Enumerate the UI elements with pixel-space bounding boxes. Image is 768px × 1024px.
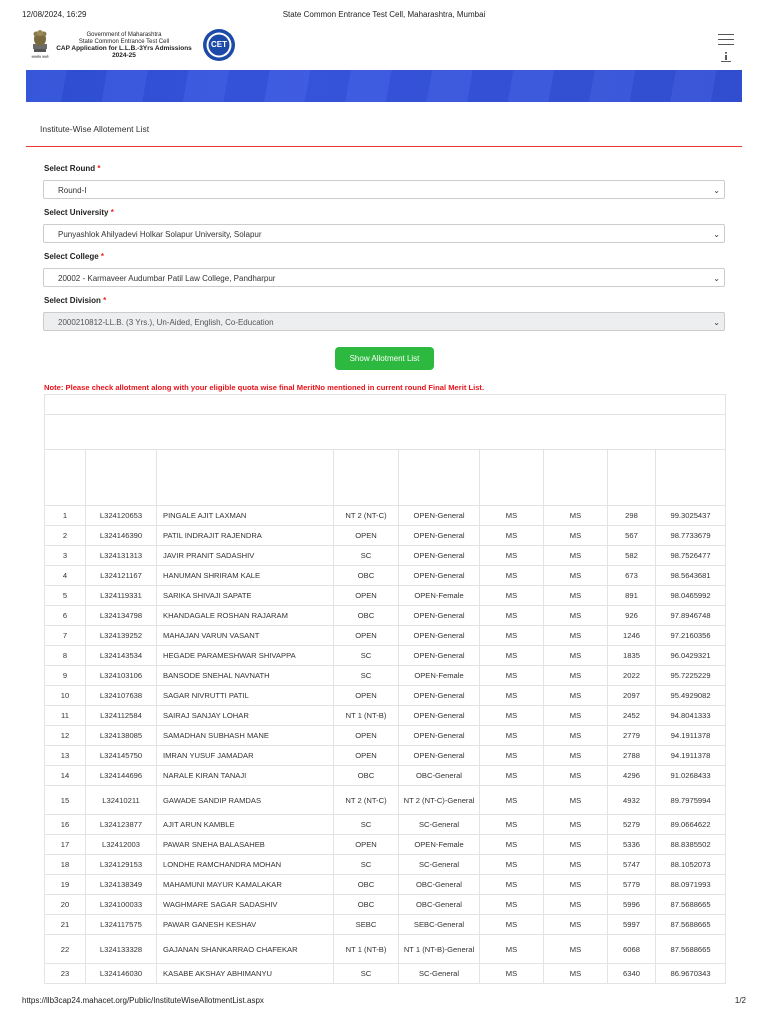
candidate-name-cell: LONDHE RAMCHANDRA MOHAN: [157, 855, 334, 875]
score-cell: 88.1052073: [656, 855, 726, 875]
candidate-name-cell: GAJANAN SHANKARRAO CHAFEKAR: [157, 935, 334, 964]
candidate-name-cell: SAMADHAN SUBHASH MANE: [157, 726, 334, 746]
table-row: [45, 626, 726, 646]
merit-number-cell: 2779: [608, 726, 656, 746]
print-datetime: 12/08/2024, 16:29: [22, 10, 87, 19]
serial-cell: 14: [45, 766, 86, 786]
round-label: Select Round *: [44, 164, 101, 173]
seat-type-cell: NT 2 (NT-C)-General: [399, 786, 480, 815]
home-university-cell: MS: [544, 766, 608, 786]
table-row: [45, 586, 726, 606]
category-cell: SC: [334, 815, 399, 835]
score-cell: 94.8041333: [656, 706, 726, 726]
serial-cell: 21: [45, 915, 86, 935]
category-cell: OBC: [334, 766, 399, 786]
candidature-cell: MS: [480, 706, 544, 726]
seat-type-cell: OPEN-Female: [399, 666, 480, 686]
home-university-cell: MS: [544, 964, 608, 984]
table-row: [45, 666, 726, 686]
application-id-cell: L324117575: [86, 915, 157, 935]
table-row: [45, 915, 726, 935]
score-cell: 97.2160356: [656, 626, 726, 646]
seat-type-cell: SC-General: [399, 964, 480, 984]
table-row: [45, 526, 726, 546]
serial-cell: 4: [45, 566, 86, 586]
application-id-cell: L324138349: [86, 875, 157, 895]
home-university-cell: MS: [544, 686, 608, 706]
table-row: [45, 566, 726, 586]
emblem-caption: सत्यमेव जयते: [31, 55, 49, 59]
table-row: [45, 726, 726, 746]
candidature-cell: MS: [480, 835, 544, 855]
category-cell: OBC: [334, 895, 399, 915]
candidate-name-cell: SAIRAJ SANJAY LOHAR: [157, 706, 334, 726]
candidature-cell: MS: [480, 546, 544, 566]
college-label: Select College *: [44, 252, 105, 261]
serial-cell: 2: [45, 526, 86, 546]
serial-cell: 16: [45, 815, 86, 835]
print-page-number: 1/2: [734, 996, 746, 1005]
category-cell: OBC: [334, 875, 399, 895]
application-id-cell: L324100033: [86, 895, 157, 915]
merit-number-cell: 2788: [608, 746, 656, 766]
candidature-cell: MS: [480, 815, 544, 835]
application-id-cell: L324131313: [86, 546, 157, 566]
home-university-cell: MS: [544, 626, 608, 646]
serial-cell: 18: [45, 855, 86, 875]
application-id-cell: L324144696: [86, 766, 157, 786]
table-row: [45, 506, 726, 526]
score-cell: 98.0465992: [656, 586, 726, 606]
candidate-name-cell: PAWAR GANESH KESHAV: [157, 915, 334, 935]
university-select[interactable]: Punyashlok Ahilyadevi Holkar Solapur University, Solapur ⌄: [43, 224, 725, 243]
merit-number-cell: 298: [608, 506, 656, 526]
cet-logo-icon: [202, 28, 236, 62]
home-university-cell: MS: [544, 586, 608, 606]
candidate-name-cell: KHANDAGALE ROSHAN RAJARAM: [157, 606, 334, 626]
candidature-cell: MS: [480, 626, 544, 646]
serial-cell: 20: [45, 895, 86, 915]
score-cell: 98.5643681: [656, 566, 726, 586]
home-university-cell: MS: [544, 815, 608, 835]
candidature-cell: MS: [480, 506, 544, 526]
home-university-cell: MS: [544, 895, 608, 915]
score-cell: 88.0971993: [656, 875, 726, 895]
candidate-name-cell: MAHAJAN VARUN VASANT: [157, 626, 334, 646]
merit-number-cell: 6340: [608, 964, 656, 984]
category-cell: OPEN: [334, 626, 399, 646]
score-cell: 94.1911378: [656, 746, 726, 766]
page-title: Institute-Wise Allotement List: [40, 124, 150, 134]
application-id-cell: L32412003: [86, 835, 157, 855]
score-cell: 99.3025437: [656, 506, 726, 526]
merit-number-cell: 6068: [608, 935, 656, 964]
application-id-cell: L324121167: [86, 566, 157, 586]
candidature-cell: MS: [480, 766, 544, 786]
score-cell: 95.4929082: [656, 686, 726, 706]
candidature-cell: MS: [480, 566, 544, 586]
merit-number-cell: 891: [608, 586, 656, 606]
seat-type-cell: OPEN-General: [399, 726, 480, 746]
serial-cell: 23: [45, 964, 86, 984]
merit-note: Note: Please check allotment along with your eligible quota wise final MeritNo mentioned in current round Final Merit List.: [44, 383, 485, 392]
application-id-cell: L324145750: [86, 746, 157, 766]
chevron-down-icon: ⌄: [713, 318, 720, 327]
chevron-down-icon: ⌄: [713, 274, 720, 283]
hero-banner: [26, 70, 742, 102]
cet-logo-text: CET: [211, 40, 227, 49]
chevron-down-icon: ⌄: [713, 186, 720, 195]
site-header: [26, 26, 742, 70]
application-id-cell: L324129153: [86, 855, 157, 875]
category-cell: OBC: [334, 606, 399, 626]
title-line-3: CAP Application for L.L.B.-3Yrs Admissions: [56, 45, 192, 52]
application-id-cell: L324139252: [86, 626, 157, 646]
application-id-cell: L324107638: [86, 686, 157, 706]
serial-cell: 5: [45, 586, 86, 606]
table-row: [45, 895, 726, 915]
score-cell: 86.9670343: [656, 964, 726, 984]
seat-type-cell: OPEN-General: [399, 706, 480, 726]
merit-number-cell: 5747: [608, 855, 656, 875]
score-cell: 95.7225229: [656, 666, 726, 686]
table-row: [45, 706, 726, 726]
table-row: [45, 686, 726, 706]
score-cell: 98.7526477: [656, 546, 726, 566]
seat-type-cell: SEBC-General: [399, 915, 480, 935]
seat-type-cell: OPEN-General: [399, 686, 480, 706]
category-cell: SC: [334, 646, 399, 666]
candidature-cell: MS: [480, 855, 544, 875]
candidature-cell: MS: [480, 646, 544, 666]
application-id-cell: L324138085: [86, 726, 157, 746]
category-cell: OPEN: [334, 835, 399, 855]
score-cell: 98.7733679: [656, 526, 726, 546]
score-cell: 87.5688665: [656, 935, 726, 964]
table-row: [45, 546, 726, 566]
candidate-name-cell: JAVIR PRANIT SADASHIV: [157, 546, 334, 566]
category-cell: SEBC: [334, 915, 399, 935]
merit-number-cell: 1835: [608, 646, 656, 666]
application-id-cell: L32410211: [86, 786, 157, 815]
home-university-cell: MS: [544, 746, 608, 766]
table-header-row: [45, 395, 726, 415]
table-row: [45, 835, 726, 855]
seat-type-cell: OPEN-General: [399, 506, 480, 526]
serial-cell: 10: [45, 686, 86, 706]
score-cell: 87.5688665: [656, 915, 726, 935]
merit-number-cell: 4932: [608, 786, 656, 815]
serial-cell: 3: [45, 546, 86, 566]
serial-cell: 8: [45, 646, 86, 666]
merit-number-cell: 4296: [608, 766, 656, 786]
title-line-1: Government of Maharashtra: [86, 32, 162, 38]
score-cell: 87.5688665: [656, 895, 726, 915]
merit-number-cell: 5779: [608, 875, 656, 895]
category-cell: SC: [334, 855, 399, 875]
serial-cell: 15: [45, 786, 86, 815]
category-cell: NT 1 (NT-B): [334, 935, 399, 964]
candidature-cell: MS: [480, 915, 544, 935]
candidate-name-cell: GAWADE SANDIP RAMDAS: [157, 786, 334, 815]
seat-type-cell: OBC-General: [399, 766, 480, 786]
table-row: [45, 875, 726, 895]
candidate-name-cell: NARALE KIRAN TANAJI: [157, 766, 334, 786]
seat-type-cell: OPEN-General: [399, 566, 480, 586]
application-id-cell: L324134798: [86, 606, 157, 626]
category-cell: NT 2 (NT-C): [334, 506, 399, 526]
seat-type-cell: OPEN-Female: [399, 835, 480, 855]
college-select[interactable]: 20002 - Karmaveer Audumbar Patil Law College, Pandharpur ⌄: [43, 268, 725, 287]
seat-type-cell: OPEN-General: [399, 526, 480, 546]
home-university-cell: MS: [544, 526, 608, 546]
show-allotment-button[interactable]: Show Allotment List: [335, 347, 434, 370]
print-footer: [22, 996, 746, 1010]
seat-type-cell: OPEN-General: [399, 606, 480, 626]
home-university-cell: MS: [544, 506, 608, 526]
serial-cell: 1: [45, 506, 86, 526]
application-id-cell: L324112584: [86, 706, 157, 726]
candidate-name-cell: BANSODE SNEHAL NAVNATH: [157, 666, 334, 686]
seat-type-cell: OPEN-General: [399, 746, 480, 766]
serial-cell: 12: [45, 726, 86, 746]
score-cell: 89.0664622: [656, 815, 726, 835]
table-column-header-row: [45, 450, 726, 506]
title-divider: [26, 146, 742, 147]
info-icon[interactable]: [720, 52, 732, 62]
merit-number-cell: 5279: [608, 815, 656, 835]
score-cell: 96.0429321: [656, 646, 726, 666]
seat-type-cell: OPEN-General: [399, 646, 480, 666]
category-cell: SC: [334, 964, 399, 984]
table-row: [45, 786, 726, 815]
merit-number-cell: 673: [608, 566, 656, 586]
home-university-cell: MS: [544, 855, 608, 875]
score-cell: 89.7975994: [656, 786, 726, 815]
print-url: https://llb3cap24.mahacet.org/Public/InstituteWiseAllotmentList.aspx: [22, 996, 264, 1005]
site-title: [54, 32, 194, 59]
category-cell: OPEN: [334, 526, 399, 546]
university-label: Select University *: [44, 208, 114, 217]
candidate-name-cell: IMRAN YUSUF JAMADAR: [157, 746, 334, 766]
candidature-cell: MS: [480, 666, 544, 686]
seat-type-cell: SC-General: [399, 855, 480, 875]
category-cell: NT 1 (NT-B): [334, 706, 399, 726]
merit-number-cell: 926: [608, 606, 656, 626]
home-university-cell: MS: [544, 726, 608, 746]
seat-type-cell: OPEN-General: [399, 546, 480, 566]
application-id-cell: L324143534: [86, 646, 157, 666]
category-cell: NT 2 (NT-C): [334, 786, 399, 815]
merit-number-cell: 2452: [608, 706, 656, 726]
candidate-name-cell: HEGADE PARAMESHWAR SHIVAPPA: [157, 646, 334, 666]
candidature-cell: MS: [480, 895, 544, 915]
seat-type-cell: OBC-General: [399, 875, 480, 895]
state-emblem-icon: [29, 28, 51, 60]
category-cell: SC: [334, 666, 399, 686]
table-header-row: [45, 415, 726, 450]
home-university-cell: MS: [544, 606, 608, 626]
score-cell: 97.8946748: [656, 606, 726, 626]
candidate-name-cell: AJIT ARUN KAMBLE: [157, 815, 334, 835]
category-cell: OPEN: [334, 586, 399, 606]
table-row: [45, 855, 726, 875]
merit-number-cell: 582: [608, 546, 656, 566]
candidature-cell: MS: [480, 964, 544, 984]
serial-cell: 19: [45, 875, 86, 895]
candidate-name-cell: SARIKA SHIVAJI SAPATE: [157, 586, 334, 606]
seat-type-cell: OPEN-General: [399, 626, 480, 646]
score-cell: 94.1911378: [656, 726, 726, 746]
merit-number-cell: 2097: [608, 686, 656, 706]
table-row: [45, 746, 726, 766]
candidature-cell: MS: [480, 586, 544, 606]
application-id-cell: L324103106: [86, 666, 157, 686]
merit-number-cell: 2022: [608, 666, 656, 686]
chevron-down-icon: ⌄: [713, 230, 720, 239]
print-header: [22, 10, 746, 24]
home-university-cell: MS: [544, 706, 608, 726]
category-cell: OPEN: [334, 746, 399, 766]
table-row: [45, 606, 726, 626]
seat-type-cell: OPEN-Female: [399, 586, 480, 606]
candidate-name-cell: SAGAR NIVRUTTI PATIL: [157, 686, 334, 706]
print-title: State Common Entrance Test Cell, Maharashtra, Mumbai: [282, 10, 486, 19]
home-university-cell: MS: [544, 835, 608, 855]
seat-type-cell: OBC-General: [399, 895, 480, 915]
serial-cell: 11: [45, 706, 86, 726]
serial-cell: 13: [45, 746, 86, 766]
seat-type-cell: NT 1 (NT-B)-General: [399, 935, 480, 964]
table-row: [45, 935, 726, 964]
application-id-cell: L324120653: [86, 506, 157, 526]
serial-cell: 17: [45, 835, 86, 855]
serial-cell: 6: [45, 606, 86, 626]
candidate-name-cell: HANUMAN SHRIRAM KALE: [157, 566, 334, 586]
candidate-name-cell: PINGALE AJIT LAXMAN: [157, 506, 334, 526]
serial-cell: 7: [45, 626, 86, 646]
candidate-name-cell: PAWAR SNEHA BALASAHEB: [157, 835, 334, 855]
candidature-cell: MS: [480, 726, 544, 746]
home-university-cell: MS: [544, 646, 608, 666]
home-university-cell: MS: [544, 786, 608, 815]
serial-cell: 22: [45, 935, 86, 964]
title-line-2: State Common Entrance Test Cell: [78, 38, 170, 45]
menu-icon[interactable]: [718, 34, 734, 46]
table-row: [45, 646, 726, 666]
candidature-cell: MS: [480, 935, 544, 964]
seat-type-cell: SC-General: [399, 815, 480, 835]
candidature-cell: MS: [480, 606, 544, 626]
score-cell: 91.0268433: [656, 766, 726, 786]
home-university-cell: MS: [544, 875, 608, 895]
candidature-cell: MS: [480, 526, 544, 546]
candidature-cell: MS: [480, 686, 544, 706]
home-university-cell: MS: [544, 935, 608, 964]
candidate-name-cell: MAHAMUNI MAYUR KAMALAKAR: [157, 875, 334, 895]
score-cell: 88.8385502: [656, 835, 726, 855]
category-cell: SC: [334, 546, 399, 566]
candidature-cell: MS: [480, 875, 544, 895]
candidature-cell: MS: [480, 786, 544, 815]
application-id-cell: L324123877: [86, 815, 157, 835]
home-university-cell: MS: [544, 666, 608, 686]
application-id-cell: L324146030: [86, 964, 157, 984]
category-cell: OPEN: [334, 726, 399, 746]
title-line-4: 2024-25: [112, 52, 136, 59]
application-id-cell: L324119331: [86, 586, 157, 606]
merit-number-cell: 567: [608, 526, 656, 546]
home-university-cell: MS: [544, 915, 608, 935]
table-row: [45, 766, 726, 786]
merit-number-cell: 1246: [608, 626, 656, 646]
candidature-cell: MS: [480, 746, 544, 766]
merit-number-cell: 5996: [608, 895, 656, 915]
table-row: [45, 815, 726, 835]
candidate-name-cell: PATIL INDRAJIT RAJENDRA: [157, 526, 334, 546]
allotment-table: [44, 394, 725, 984]
category-cell: OBC: [334, 566, 399, 586]
candidate-name-cell: KASABE AKSHAY ABHIMANYU: [157, 964, 334, 984]
candidate-name-cell: WAGHMARE SAGAR SADASHIV: [157, 895, 334, 915]
division-label: Select Division *: [44, 296, 107, 305]
merit-number-cell: 5997: [608, 915, 656, 935]
merit-number-cell: 5336: [608, 835, 656, 855]
home-university-cell: MS: [544, 546, 608, 566]
application-id-cell: L324146390: [86, 526, 157, 546]
home-university-cell: MS: [544, 566, 608, 586]
table-row: [45, 964, 726, 984]
category-cell: OPEN: [334, 686, 399, 706]
round-select[interactable]: Round-I ⌄: [43, 180, 725, 199]
division-select[interactable]: 2000210812-LL.B. (3 Yrs.), Un-Aided, English, Co-Education ⌄: [43, 312, 725, 331]
serial-cell: 9: [45, 666, 86, 686]
application-id-cell: L324133328: [86, 935, 157, 964]
